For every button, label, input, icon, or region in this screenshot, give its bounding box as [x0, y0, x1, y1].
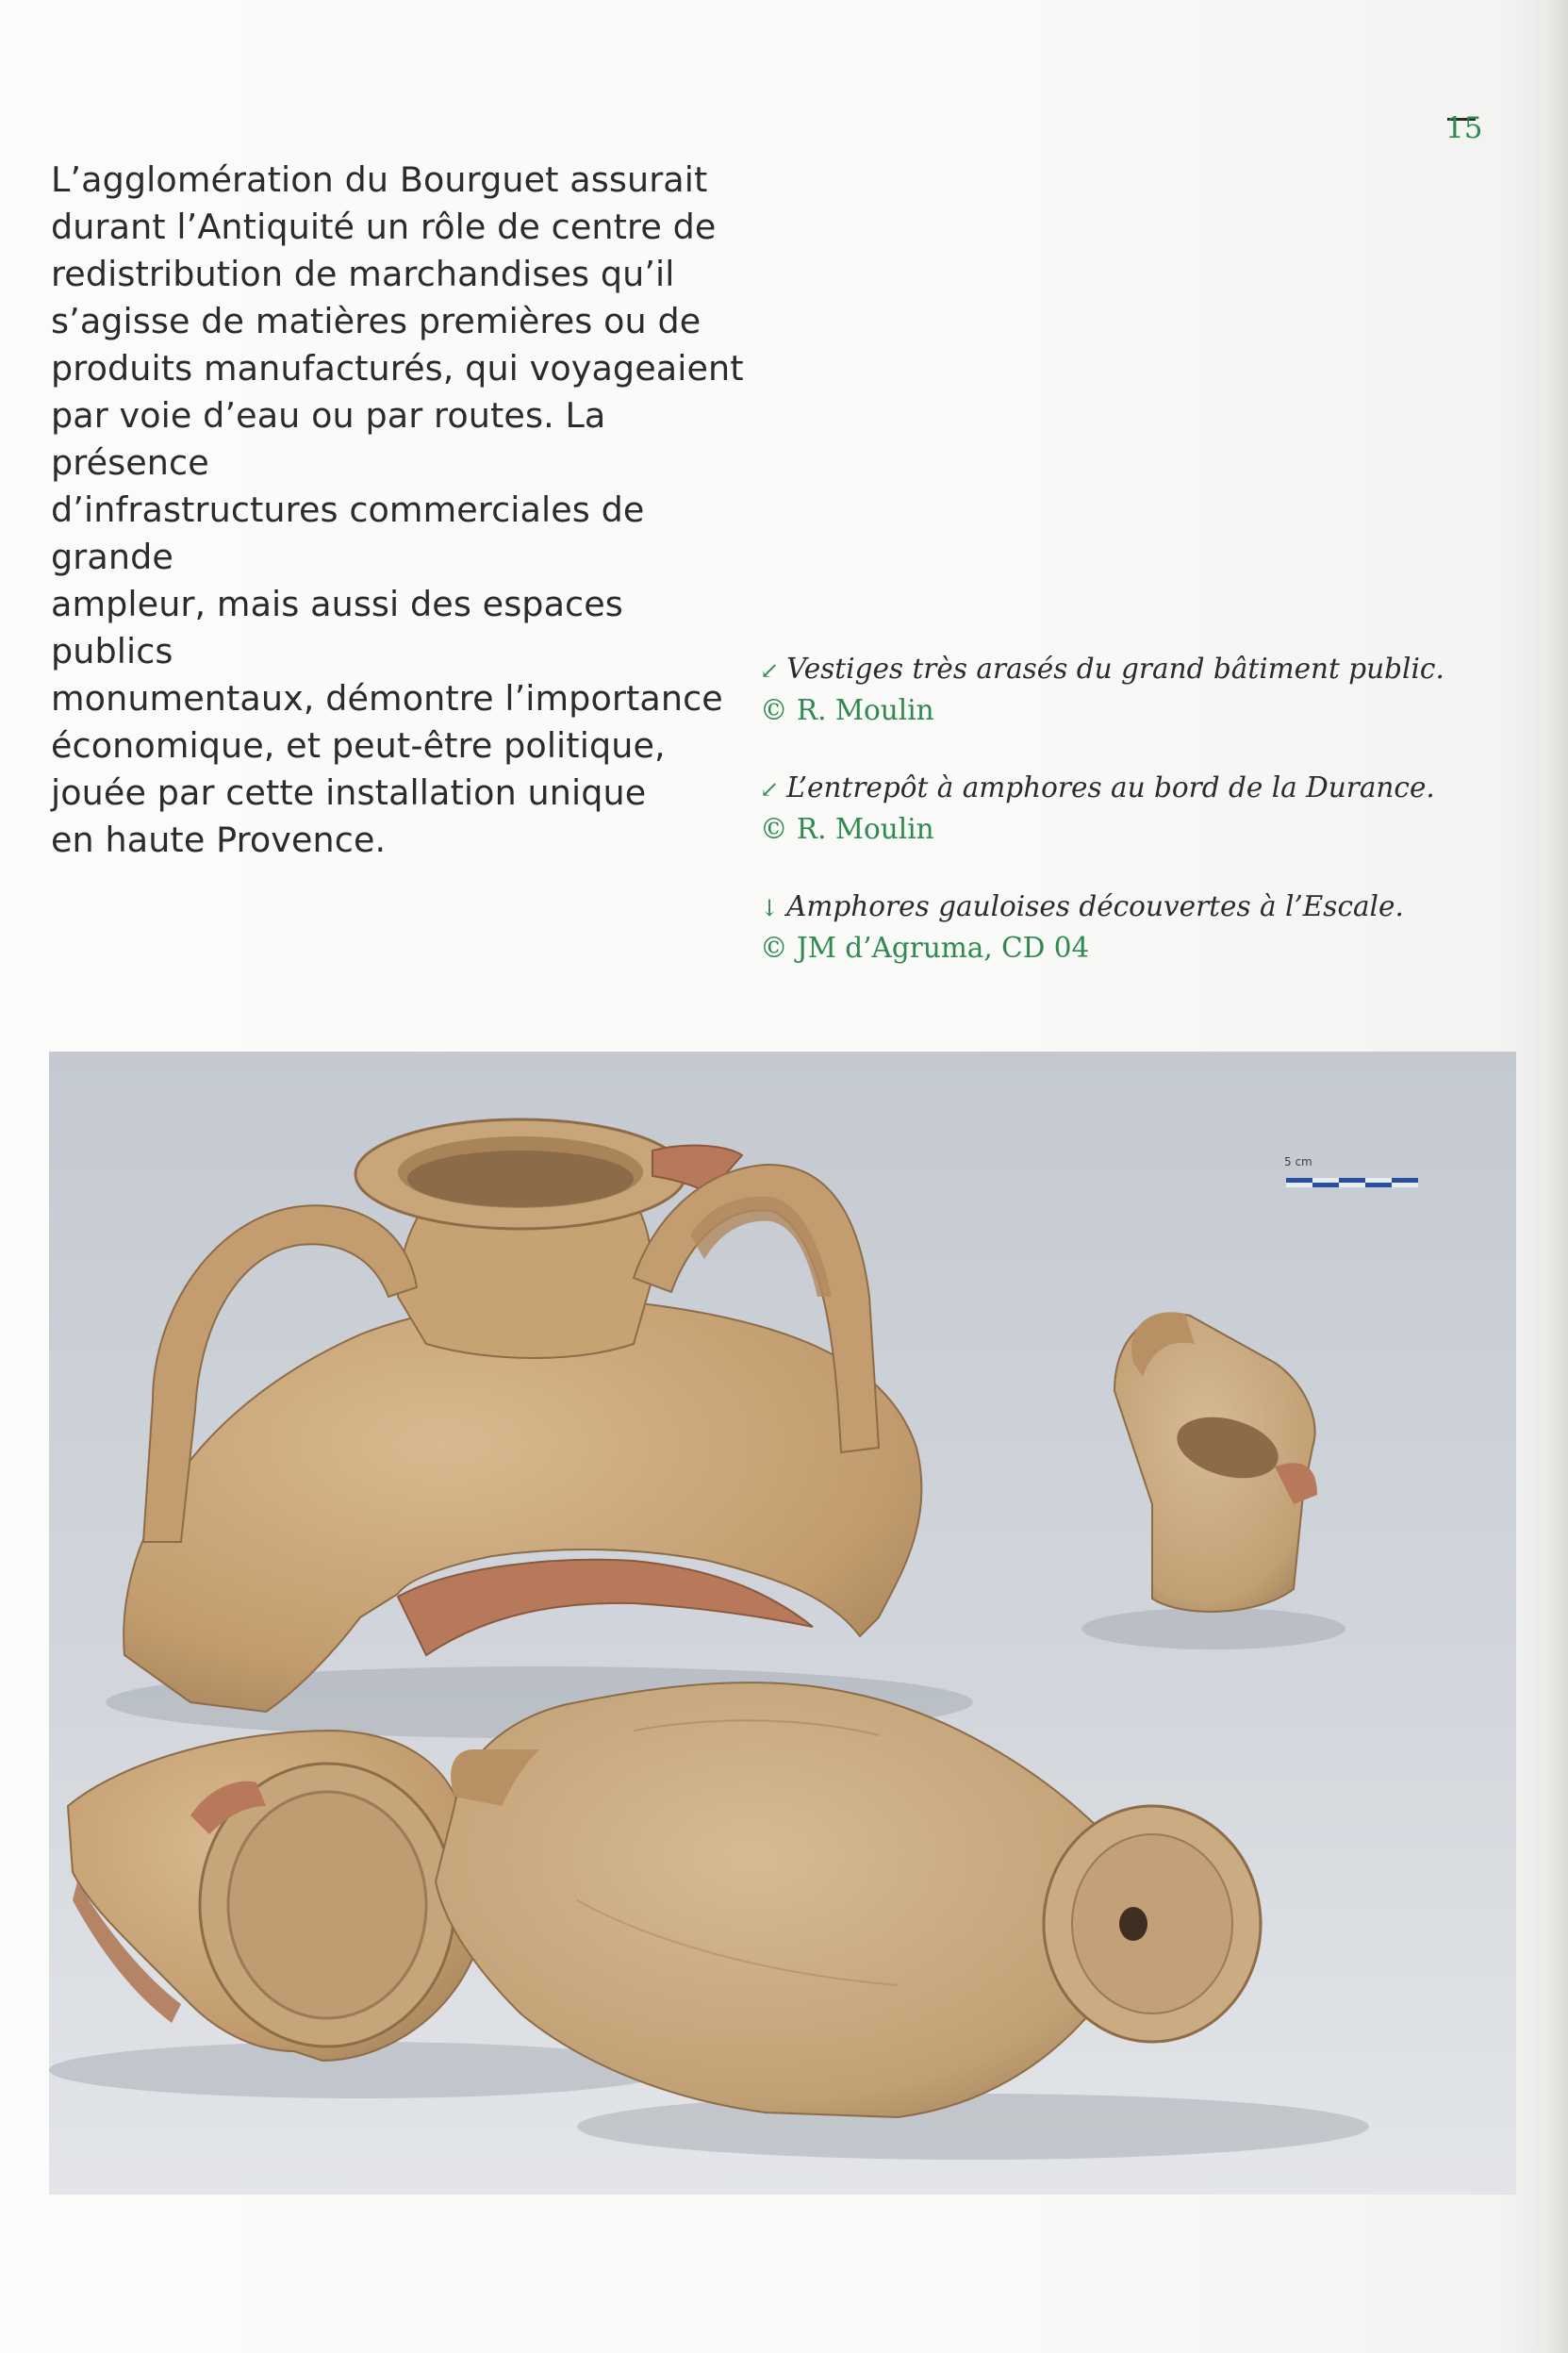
caption-2-text: L’entrepôt à amphores au bord de la Durance. [786, 771, 1435, 804]
amphorae-illustration [49, 1052, 1516, 2195]
caption-2 [760, 768, 1439, 849]
caption-3-credit: © JM d’Agruma, CD 04 [760, 932, 1090, 964]
body-foot-inner [1072, 1834, 1232, 2013]
page-edge [1546, 0, 1568, 2353]
scale-bar-segment [1312, 1183, 1339, 1187]
body-paragraph: L’agglomération du Bourguet assurait durant l’Antiquité un rôle de centre de redistribution de marchandises qu’il s’agisse de matières premières ou de produits manufacturés, qui voyageaient par voie d’eau ou par routes. La présence d’infrastructures commerciales de grande ampleur, mais aussi des espaces publics monumentaux, démontre l’importance économique, et peut-être politique, jouée par cette installation unique en haute Provence. [51, 159, 744, 860]
arrow-down-icon: ↓ [760, 895, 780, 921]
page-number: 15 [1445, 111, 1483, 145]
scale-bar-segment [1365, 1183, 1392, 1187]
arrow-down-left-icon: ↙ [760, 657, 780, 684]
rim-interior [407, 1151, 634, 1207]
body-foot-hole [1119, 1907, 1147, 1941]
scale-bar-label: 5 cm [1284, 1155, 1312, 1168]
base-rim-inner [228, 1792, 426, 2018]
caption-1-line [760, 649, 1444, 690]
amphorae-photo [49, 1052, 1516, 2195]
caption-block [760, 649, 1444, 1005]
caption-2-credit: © R. Moulin [760, 813, 934, 845]
caption-1-text: Vestiges très arasés du grand bâtiment public. [786, 653, 1444, 685]
caption-3-line [760, 887, 1439, 928]
shadow [577, 2094, 1369, 2160]
caption-3 [760, 887, 1439, 968]
scale-bar-segment [1286, 1178, 1312, 1183]
scale-bar-segment [1392, 1178, 1418, 1183]
caption-1-credit: © R. Moulin [760, 694, 934, 726]
shadow [1081, 1608, 1345, 1649]
caption-3-text: Amphores gauloises découvertes à l’Escale. [786, 890, 1404, 922]
scale-bar-segment [1339, 1178, 1365, 1183]
caption-1 [760, 649, 1444, 730]
arrow-down-left-icon: ↙ [760, 776, 780, 803]
caption-2-line [760, 768, 1439, 809]
